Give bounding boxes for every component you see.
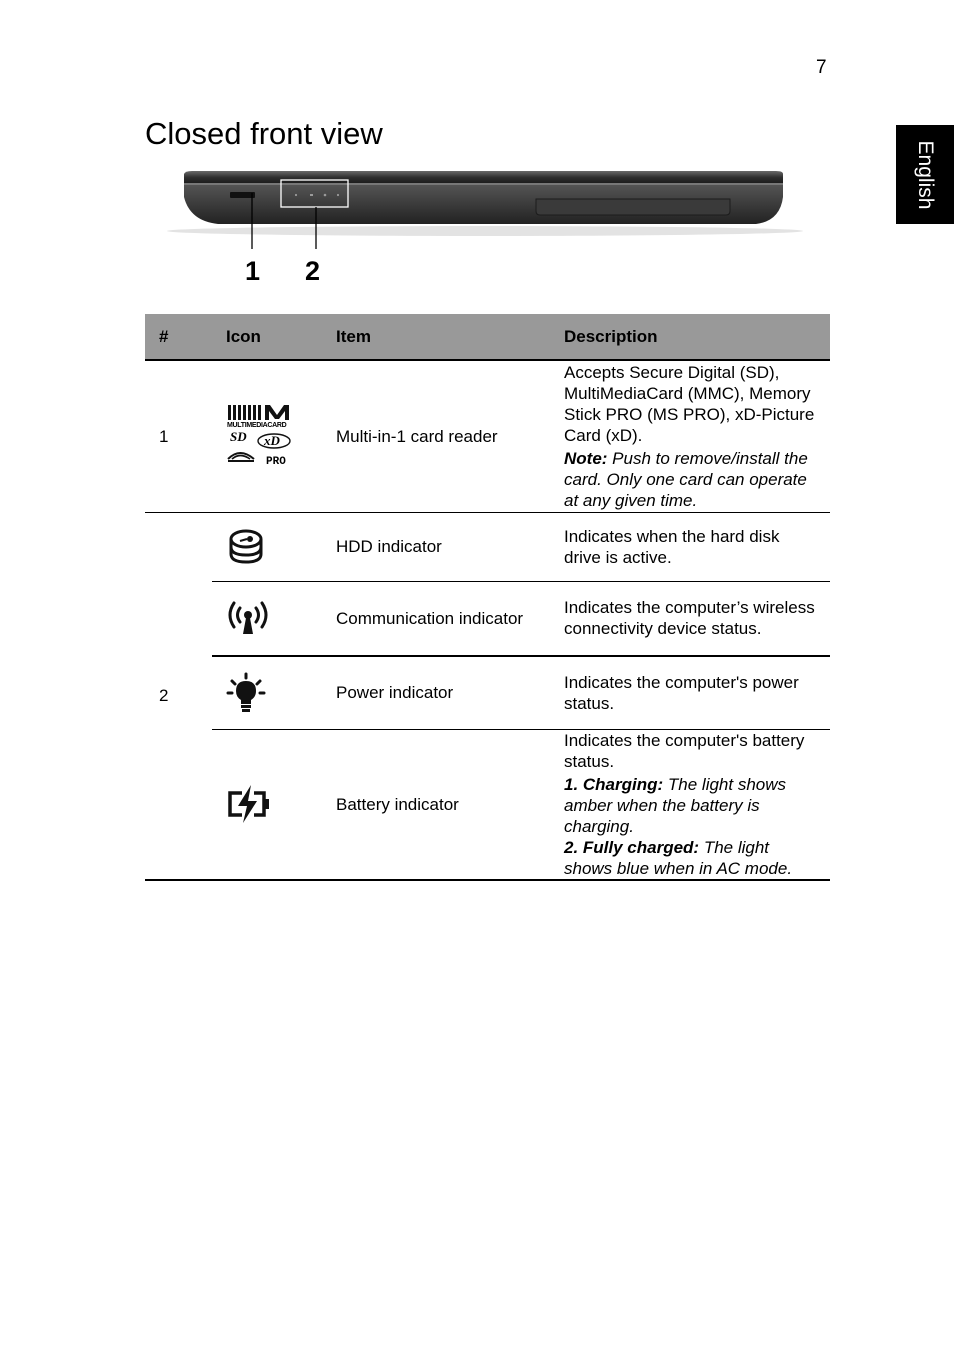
svg-text:MULTIMEDIACARD: MULTIMEDIACARD: [227, 422, 287, 430]
note-label: 1. Charging:: [564, 774, 664, 794]
language-tab: [896, 125, 954, 224]
row-item: Power indicator: [322, 656, 550, 729]
row-item: Communication indicator: [322, 581, 550, 656]
row-item: Battery indicator: [322, 729, 550, 880]
row-item: HDD indicator: [322, 512, 550, 581]
row-number: 2: [145, 512, 212, 880]
note-text: Push to remove/install the card. Only one card can operate at any given time.: [564, 448, 808, 510]
row-description: [550, 729, 830, 880]
page-number: 7: [816, 57, 827, 78]
table-row: [145, 656, 830, 729]
description-text: Indicates when the hard disk drive is active.: [564, 526, 780, 567]
table-row: [145, 581, 830, 656]
note-text: The light shows blue when in AC mode.: [564, 837, 793, 878]
header-number: #: [145, 314, 212, 360]
row-description: [550, 581, 830, 656]
table-header-row: [145, 314, 830, 360]
description-text: Indicates the computer’s wireless connectivity device status.: [564, 598, 815, 639]
header-icon: Icon: [212, 314, 322, 360]
page-title: Closed front view: [145, 116, 383, 151]
table-row: [145, 512, 830, 581]
callout-2: 2: [305, 256, 321, 286]
wireless-icon: [226, 598, 270, 638]
row-item: Multi-in-1 card reader: [322, 360, 550, 512]
note-label: Note:: [564, 448, 608, 468]
svg-text:SD: SD: [230, 429, 247, 445]
table-row: [145, 360, 830, 512]
charging-note: [564, 774, 820, 837]
card-reader-logos-icon: [226, 403, 292, 469]
row-description: [550, 360, 830, 512]
svg-text:PRO: PRO: [266, 456, 286, 469]
note-label: 2. Fully charged:: [564, 837, 700, 857]
front-view-table: [145, 314, 830, 881]
description-text: Indicates the computer's power status.: [564, 672, 799, 713]
header-description: Description: [550, 314, 830, 360]
description-text: Accepts Secure Digital (SD), MultiMediaCard (MMC), Memory Stick PRO (MS PRO), xD-Picture Card (xD).: [564, 362, 815, 445]
table-row: [145, 729, 830, 880]
note-text: The light shows amber when the battery is charging.: [564, 774, 787, 836]
callout-1: 1: [245, 256, 261, 286]
row-description: [550, 512, 830, 581]
fully-charged-note: [564, 837, 820, 879]
laptop-front-view-illustration: [160, 165, 810, 265]
description-note: [564, 448, 820, 511]
row-description: [550, 656, 830, 729]
hdd-icon: [226, 527, 266, 567]
header-item: Item: [322, 314, 550, 360]
language-tab-label: English: [914, 140, 937, 209]
power-icon: [226, 672, 266, 714]
description-text: Indicates the computer's battery status.: [564, 730, 805, 771]
row-number: 1: [145, 360, 212, 512]
svg-text:xD: xD: [264, 433, 280, 449]
battery-icon: [226, 784, 272, 824]
